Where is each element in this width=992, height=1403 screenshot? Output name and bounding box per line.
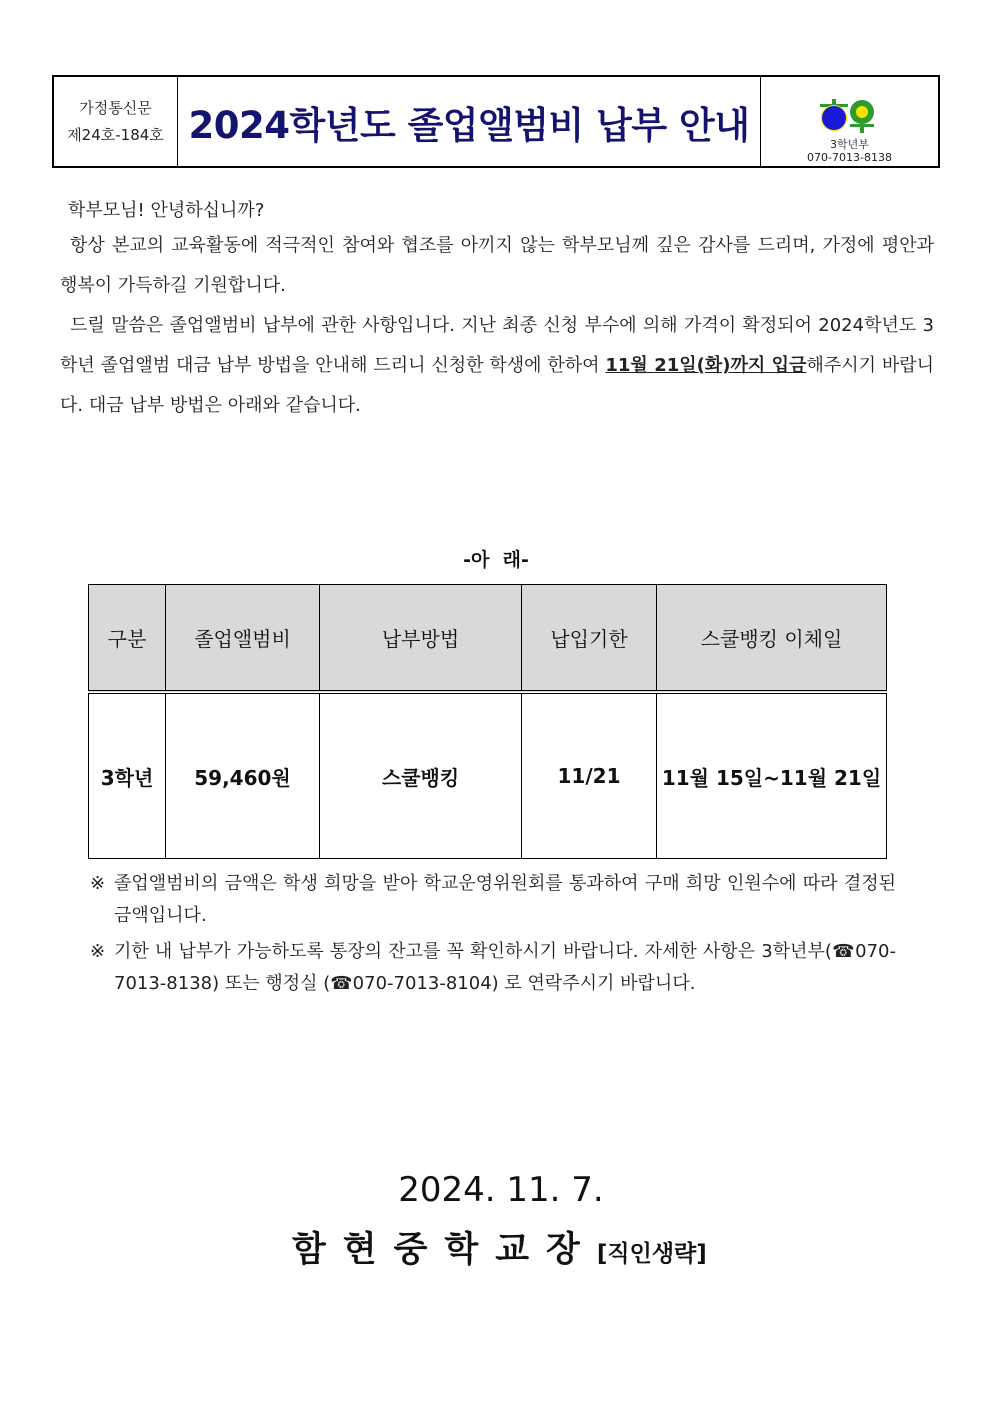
header-transfer-date: 스쿨뱅킹 이체일: [657, 585, 887, 693]
document-header: [52, 75, 940, 168]
cell-fee: 59,460원: [166, 692, 320, 859]
payment-deadline-emphasis: 11월 21일(화)까지 입금: [605, 355, 807, 376]
newsletter-number: 제24호-184호: [67, 125, 164, 144]
paragraph-intro: [60, 226, 934, 306]
paragraph-payment-tail: 해주시기 바랍니다. 대금 납부 방법은 아래와 같습니다.: [60, 355, 935, 416]
paragraph-payment-text: 드릴 말씀은 졸업앨범비 납부에 관한 사항입니다. 지난 최종 신청 부수에 의해 가격이 확정되어 2024학년도 3학년 졸업앨범 대금 납부 방법을 안내해 드리니 신청한 학생에 한하여: [60, 315, 934, 376]
note-mark: ※: [90, 941, 106, 962]
department-phone: 070-7013-8138: [807, 151, 892, 164]
greeting: 학부모님! 안녕하십니까?: [68, 200, 265, 221]
department-box: [761, 77, 938, 166]
cell-grade: 3학년: [89, 692, 166, 859]
header-album-fee: 졸업앨범비: [166, 585, 320, 693]
header-category: 구분: [89, 585, 166, 693]
table-header-row: [89, 585, 887, 693]
school-logo-icon: [818, 98, 882, 134]
header-payment-method: 납부방법: [320, 585, 522, 693]
principal-signature: 함현중학교장: [292, 1230, 597, 1270]
cell-method: 스쿨뱅킹: [320, 692, 522, 859]
note-mark: ※: [90, 873, 106, 894]
seal-omitted-note: [직인생략]: [596, 1241, 707, 1267]
header-deadline: 납입기한: [522, 585, 657, 693]
paragraph-payment: [60, 306, 934, 426]
issue-date: 2024. 11. 7.: [398, 1170, 604, 1210]
note-item: [90, 868, 896, 932]
paragraph-intro-text: 항상 본교의 교육활동에 적극적인 참여와 협조를 아끼지 않는 학부모님께 깊은 감사를 드리며, 가정에 평안과 행복이 가득하길 기원합니다.: [60, 235, 934, 296]
signature-line: [292, 1222, 707, 1272]
note-item: [90, 936, 896, 1000]
table-row: [89, 692, 887, 859]
note-text: 졸업앨범비의 금액은 학생 희망을 받아 학교운영위원회를 통과하여 구매 희망 인원수에 따라 결정된 금액입니다.: [114, 873, 896, 926]
notes: [90, 868, 896, 1004]
section-heading: -아 래-: [463, 549, 529, 571]
department-name: 3학년부: [830, 138, 869, 151]
cell-deadline: 11/21: [522, 692, 657, 859]
document-title: 2024학년도 졸업앨범비 납부 안내: [178, 77, 761, 166]
newsletter-number-box: [54, 77, 178, 166]
letter-body: [60, 196, 934, 426]
cell-transfer-date: 11월 15일~11월 21일: [657, 692, 887, 859]
note-text: 기한 내 납부가 가능하도록 통장의 잔고를 꼭 확인하시기 바랍니다. 자세한 사항은 3학년부(☎070-7013-8138) 또는 행정실 (☎070-7013-8104) 로 연락주시기 바랍니다.: [114, 941, 896, 994]
payment-table: [88, 584, 887, 859]
newsletter-label: 가정통신문: [79, 98, 152, 117]
